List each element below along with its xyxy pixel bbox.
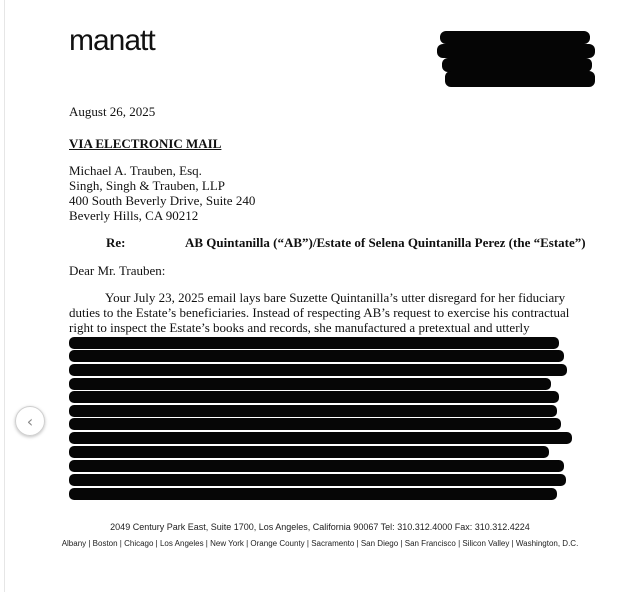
body-line: Your July 23, 2025 email lays bare Suzette Quintanilla’s utter disregard for her fiduciary — [105, 290, 566, 305]
recipient-name: Michael A. Trauben, Esq. — [69, 163, 202, 178]
salutation: Dear Mr. Trauben: — [69, 263, 166, 278]
previous-image-button[interactable] — [15, 406, 45, 436]
letter-date: August 26, 2025 — [69, 104, 156, 119]
letter-body — [69, 290, 569, 335]
recipient-city: Beverly Hills, CA 90212 — [69, 208, 199, 223]
footer-address: 2049 Century Park East, Suite 1700, Los Angeles, California 90067 Tel: 310.312.4000 Fax: 310.312.4224 — [110, 522, 530, 532]
page-edge — [4, 0, 5, 592]
subject-label: Re: — [106, 235, 126, 250]
recipient-address — [69, 163, 255, 223]
recipient-street: 400 South Beverly Drive, Suite 240 — [69, 193, 256, 208]
chevron-left-icon: ‹ — [26, 411, 34, 431]
subject-line: AB Quintanilla (“AB”)/Estate of Selena Quintanilla Perez (the “Estate”) — [185, 235, 586, 250]
body-line: duties to the Estate’s beneficiaries. Instead of respecting AB’s request to exercise his contractual — [69, 305, 570, 320]
footer-offices: Albany | Boston | Chicago | Los Angeles | New York | Orange County | Sacramento | San Diego | San Francisco | Silicon Valley | Washington, D.C. — [61, 539, 579, 548]
delivery-method: VIA ELECTRONIC MAIL — [69, 136, 222, 151]
recipient-firm: Singh, Singh & Trauben, LLP — [69, 178, 226, 193]
firm-logo: manatt — [69, 24, 155, 57]
body-line: right to inspect the Estate’s books and records, she manufactured a pretextual and utterly — [69, 320, 530, 335]
